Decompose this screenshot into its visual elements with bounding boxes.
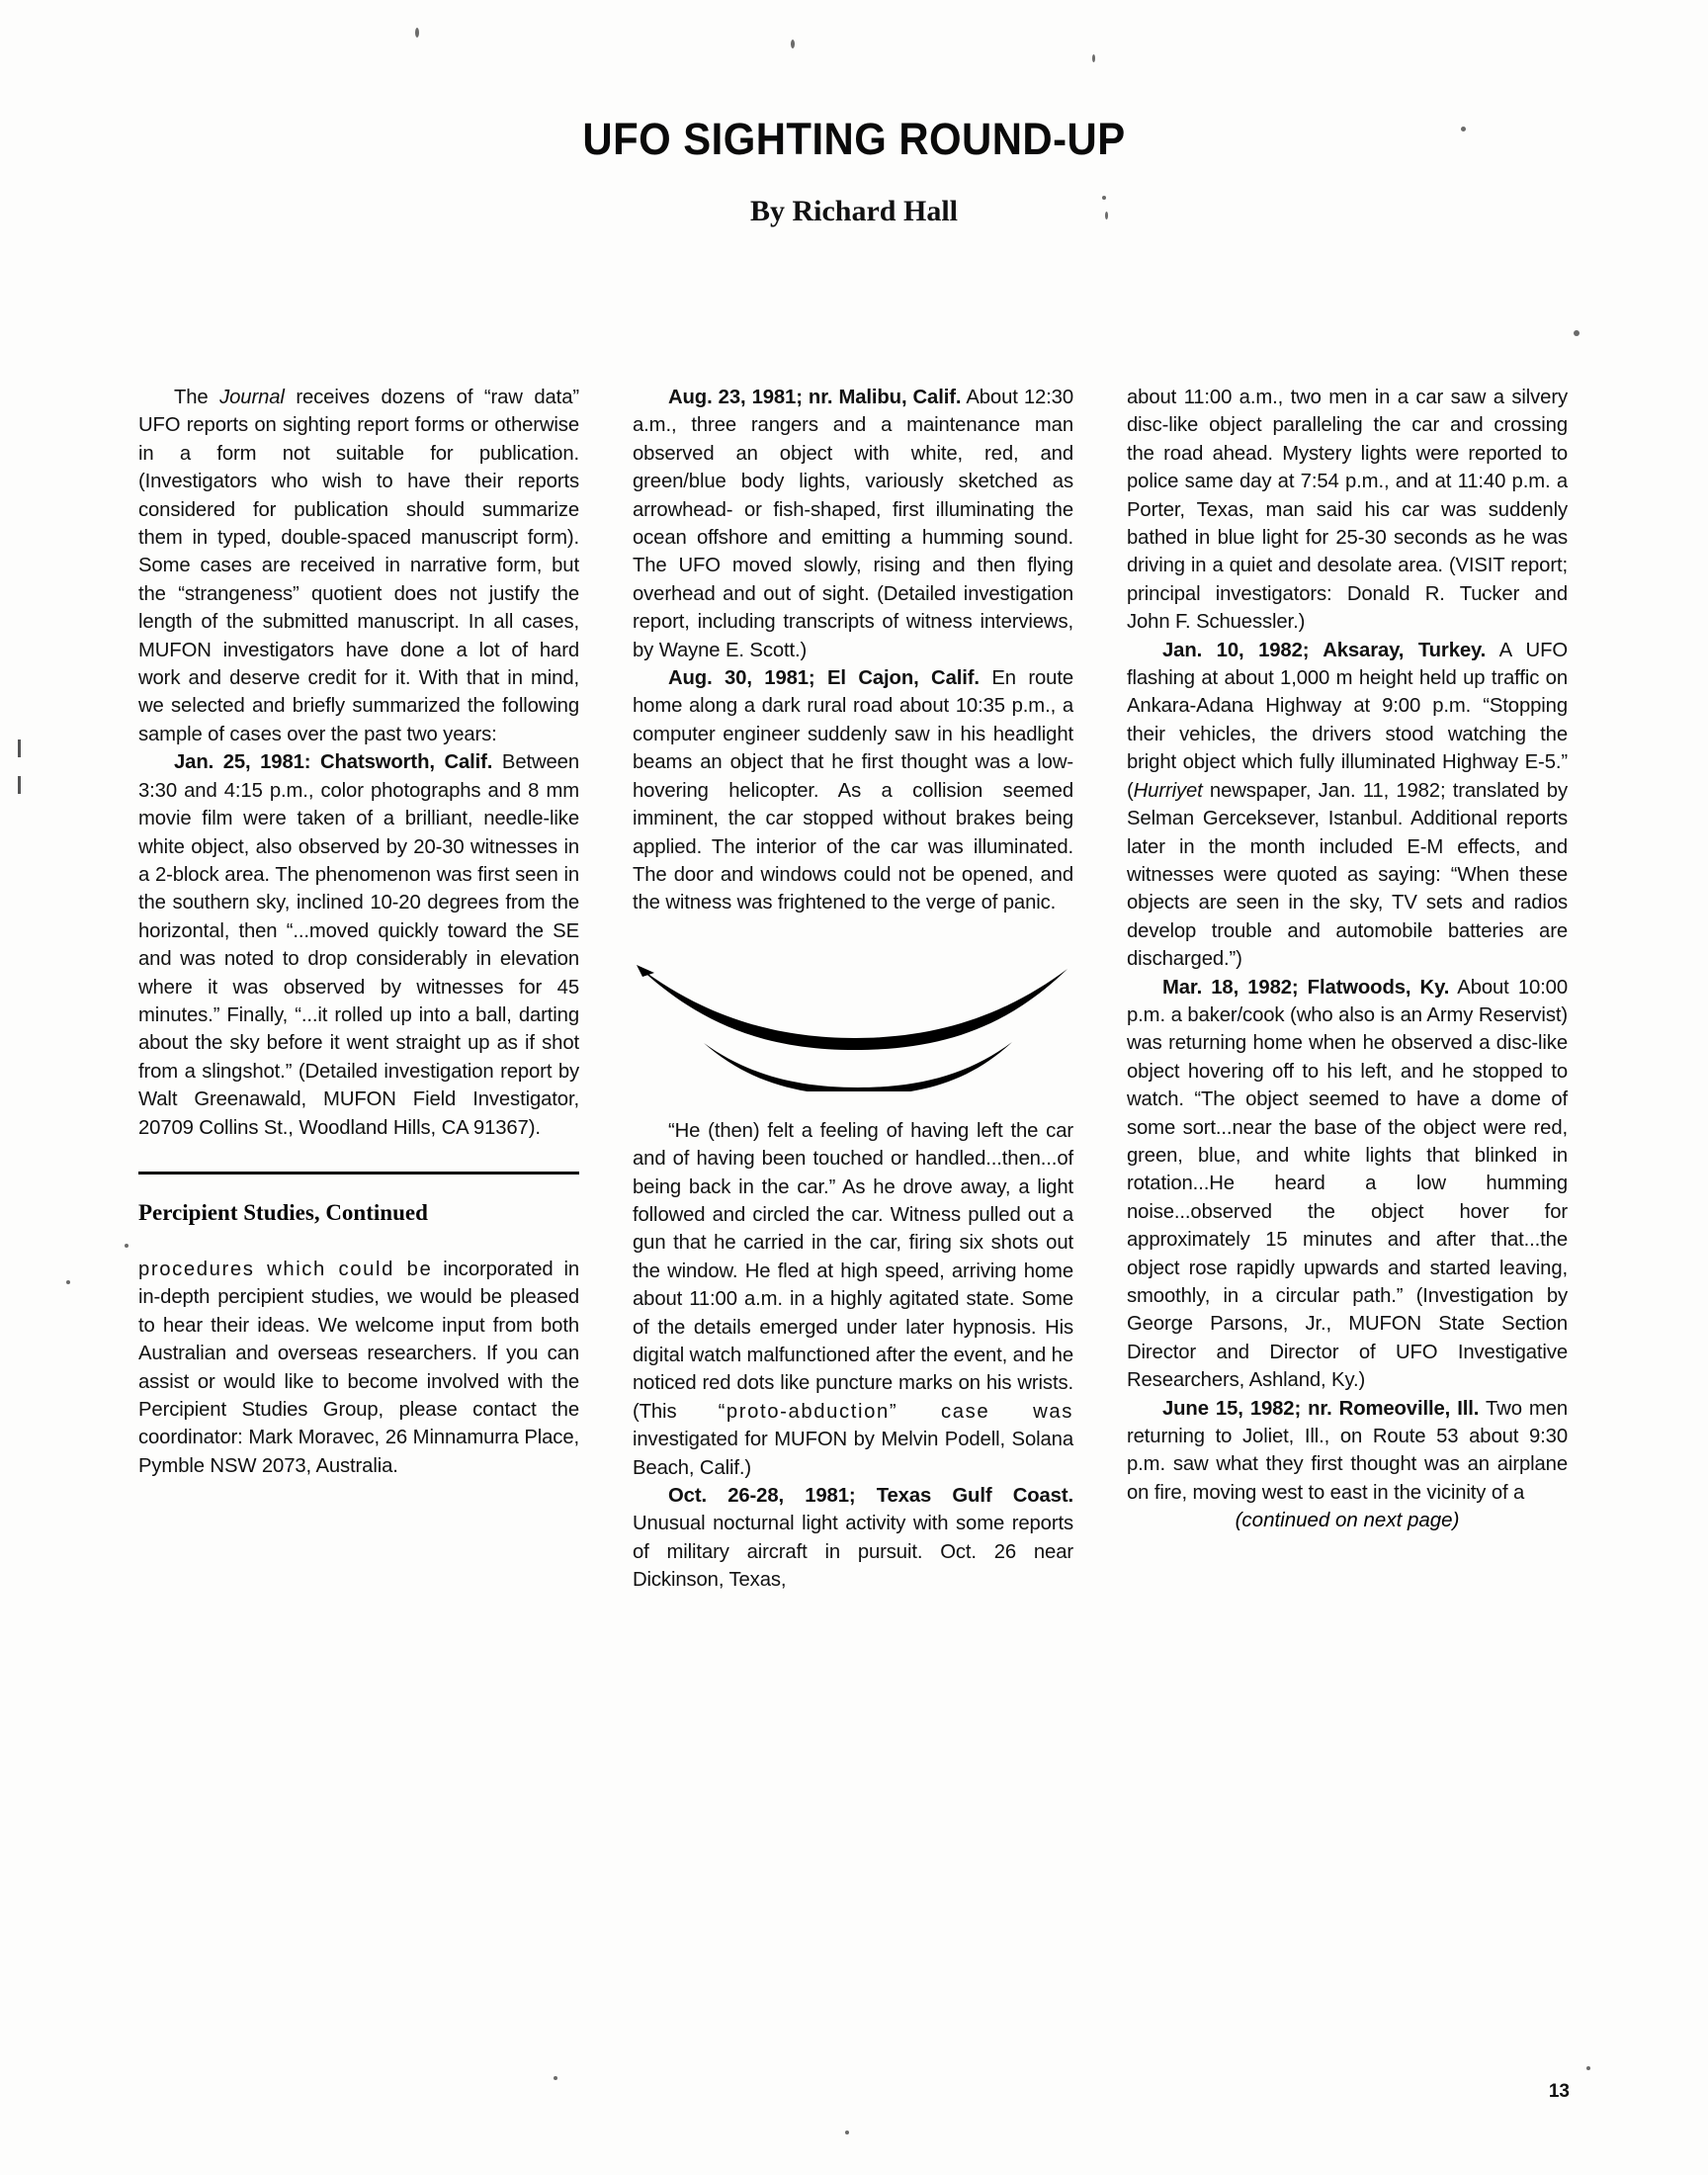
case-body-romeoville: Two men returning to Joliet, Ill., on Route 53 about 9:30 p.m. saw what they first thought was an airplane on fire, moving west to east in the vicinity of a [1127, 1397, 1569, 1504]
case-body-texasgulf-cont: about 11:00 a.m., two men in a car saw a silvery disc-like object paralleling the car and crossing the road ahead. Mystery lights were reported to police same day at 7:54 p.m., and at 11:40 p.m. a Porter, Texas, man said his car was suddenly bathed in blue light for 25-30 seconds as he was driving in a quiet and desolate area. (VISIT report; principal investigators: Donald R. Tucker and John F. Schuessler.) [1127, 387, 1568, 634]
scan-speck [1092, 54, 1095, 62]
section-divider-rule [138, 1172, 579, 1174]
case-heading-chatsworth: Jan. 25, 1981: Chatsworth, Calif. [174, 751, 493, 774]
scan-edge-mark [18, 776, 21, 794]
intro-text-post: receives dozens of “raw data” UFO reports on sighting report forms or otherwise in a form not suitable for publication. (Investigators who wish to have their reports considered for publication should summarize them in typed, double-spaced manuscript form). Some cases are received in narrative form, but the “strangeness” quotient does not justify the length of the submitted manuscript. In all cases, MUFON investigators have done a lot of hard work and deserve credit for it. With that in mind, we selected and briefly summarized the following sample of cases over the past two years: [138, 387, 579, 745]
scan-edge-mark [18, 740, 21, 757]
article-byline: By Richard Hall [749, 195, 958, 227]
paragraph-case-texasgulf [633, 1482, 1073, 1595]
scan-speck [791, 40, 795, 48]
case-body-elcajon-end: investigated for MUFON by Melvin Podell, Solana Beach, Calif.) [633, 1429, 1073, 1479]
scan-speck [125, 1244, 128, 1248]
hurriyet-italic: Hurriyet [1133, 779, 1203, 802]
case-heading-malibu: Aug. 23, 1981; nr. Malibu, Calif. [668, 387, 962, 408]
paragraph-case-elcajon-quote [633, 1117, 1073, 1482]
percipient-text-spaced: procedures which could be [138, 1258, 433, 1280]
case-body-malibu: About 12:30 a.m., three rangers and a maintenance man observed an object with white, red, and green/blue body lights, variously sketched as arrowhead- or fish-shaped, first illuminating the ocean offshore and emitting a humming sound. The UFO moved slowly, rising and then flying overhead and out of sight. (Detailed investigation report, including transcripts of witness interviews, by Wayne E. Scott.) [633, 387, 1073, 661]
paragraph-case-flatwoods [1127, 974, 1568, 1395]
paragraph-case-texasgulf-continued [1127, 384, 1568, 637]
case-heading-romeoville: June 15, 1982; nr. Romeoville, Ill. [1162, 1397, 1480, 1420]
case-heading-texasgulf: Oct. 26-28, 1981; Texas Gulf Coast. [668, 1485, 1073, 1507]
paragraph-case-elcajon [633, 664, 1073, 917]
paragraph-case-malibu [633, 384, 1073, 664]
column-1 [138, 384, 579, 1480]
scan-speck [415, 28, 419, 38]
page-number: 13 [1548, 2081, 1570, 2102]
case-body-elcajon: En route home along a dark rural road about 10:35 p.m., a computer engineer suddenly saw in his headlight beams an object that he first thought was a low-hovering helicopter. As a collision seemed imminent, the car stopped without brakes being applied. The interior of the car was illuminated. The door and windows could not be opened, and the witness was frightened to the verge of panic. [633, 667, 1073, 914]
case-body-aksaray-a: A UFO flashing at about 1,000 m height held up traffic on Ankara-Adana Highway at 9:00 p.m. “Stopping their vehicles, the drivers stood watching the bright object which fully illuminated Highway E-5.” ( [1127, 639, 1568, 802]
article-masthead [0, 114, 1708, 228]
scan-speck [1586, 2066, 1590, 2070]
ufo-disc-illustration [633, 943, 1073, 1091]
journal-italic: Journal [219, 387, 285, 408]
case-body-texasgulf: Unusual nocturnal light activity with some reports of military aircraft in pursuit. Oct. 26 near Dickinson, Texas, [633, 1513, 1073, 1592]
column-3 [1127, 384, 1568, 1532]
scan-speck [1574, 330, 1580, 336]
page-title: UFO SIGHTING ROUND-UP [582, 114, 1126, 164]
paragraph-case-chatsworth [138, 748, 579, 1142]
column-2 [633, 384, 1073, 1595]
case-body-chatsworth: Between 3:30 and 4:15 p.m., color photographs and 8 mm movie film were taken of a brilliant, needle-like white object, also observed by 20-30 witnesses in a 2-block area. The phenomenon was first seen in the southern sky, inclined 10-20 degrees from the horizontal, then “...moved quickly toward the SE and was noted to drop considerably in elevation where it was observed by witnesses for 45 minutes.” Finally, “...it rolled up into a ball, darting about the sky before it went straight up as if shot from a slingshot.” (Detailed investigation report by Walt Greenawald, MUFON Field Investigator, 20709 Collins St., Woodland Hills, CA 91367). [138, 751, 579, 1139]
proto-abduction-spaced: “proto-abduction” case was [718, 1400, 1073, 1423]
paragraph-percipient [138, 1256, 579, 1480]
paragraph-intro [138, 384, 579, 748]
article-body-columns [138, 384, 1570, 2084]
case-body-flatwoods: About 10:00 p.m. a baker/cook (who also is an Army Reservist) was returning home when he observed a disc-like object hovering off to his left, and he stopped to watch. “The object seemed to have a dome of some sort...near the base of the object were red, green, blue, and white lights that blinked in rotation...He heard a low humming noise...observed the object hover for approximately 15 minutes and after that...the object rose rapidly upwards and started leaving, smoothly, in a circular path.” (Investigation by George Parsons, Jr., MUFON State Section Director and Director of UFO Investigative Researchers, Ashland, Ky.) [1127, 976, 1568, 1392]
case-body-elcajon-quote: “He (then) felt a feeling of having left the car and of having been touched or handled...then...of being back in the car.” As he drove away, a light followed and circled the car. Witness pulled out a gun that he carried in the car, firing six shots out the window. He fled at high speed, arriving home about 11:00 a.m. in a highly agitated state. Some of the details emerged under later hypnosis. His digital watch malfunctioned after the event, and he noticed red dots like puncture marks on his wrists. (This [633, 1119, 1073, 1423]
percipient-text: incorporated in in-depth percipient studies, we would be pleased to hear their ideas. We welcome input from both Australian and overseas researchers. If you can assist or would like to become involved with the Percipient Studies Group, please contact the coordinator: Mark Moravec, 26 Minnamurra Place, Pymble NSW 2073, Australia. [138, 1258, 579, 1477]
scan-speck [845, 2131, 849, 2134]
paragraph-case-aksaray [1127, 637, 1568, 974]
case-heading-aksaray: Jan. 10, 1982; Aksaray, Turkey. [1162, 639, 1487, 661]
section-subhead-percipient: Percipient Studies, Continued [138, 1199, 428, 1225]
paragraph-case-romeoville [1127, 1395, 1568, 1508]
case-body-aksaray-b: newspaper, Jan. 11, 1982; translated by Selman Gerceksever, Istanbul. Additional reports later in the month included E-M effects, and witnesses were quoted as saying: “When these objects are seen in the sky, TV sets and radios develop trouble and automobile batteries are discharged.”) [1127, 779, 1568, 971]
continued-on-next-page-note: (continued on next page) [1235, 1509, 1460, 1532]
intro-text-pre: The [174, 387, 220, 408]
case-heading-elcajon: Aug. 30, 1981; El Cajon, Calif. [668, 667, 980, 690]
case-heading-flatwoods: Mar. 18, 1982; Flatwoods, Ky. [1162, 976, 1450, 999]
scan-speck [66, 1280, 70, 1284]
